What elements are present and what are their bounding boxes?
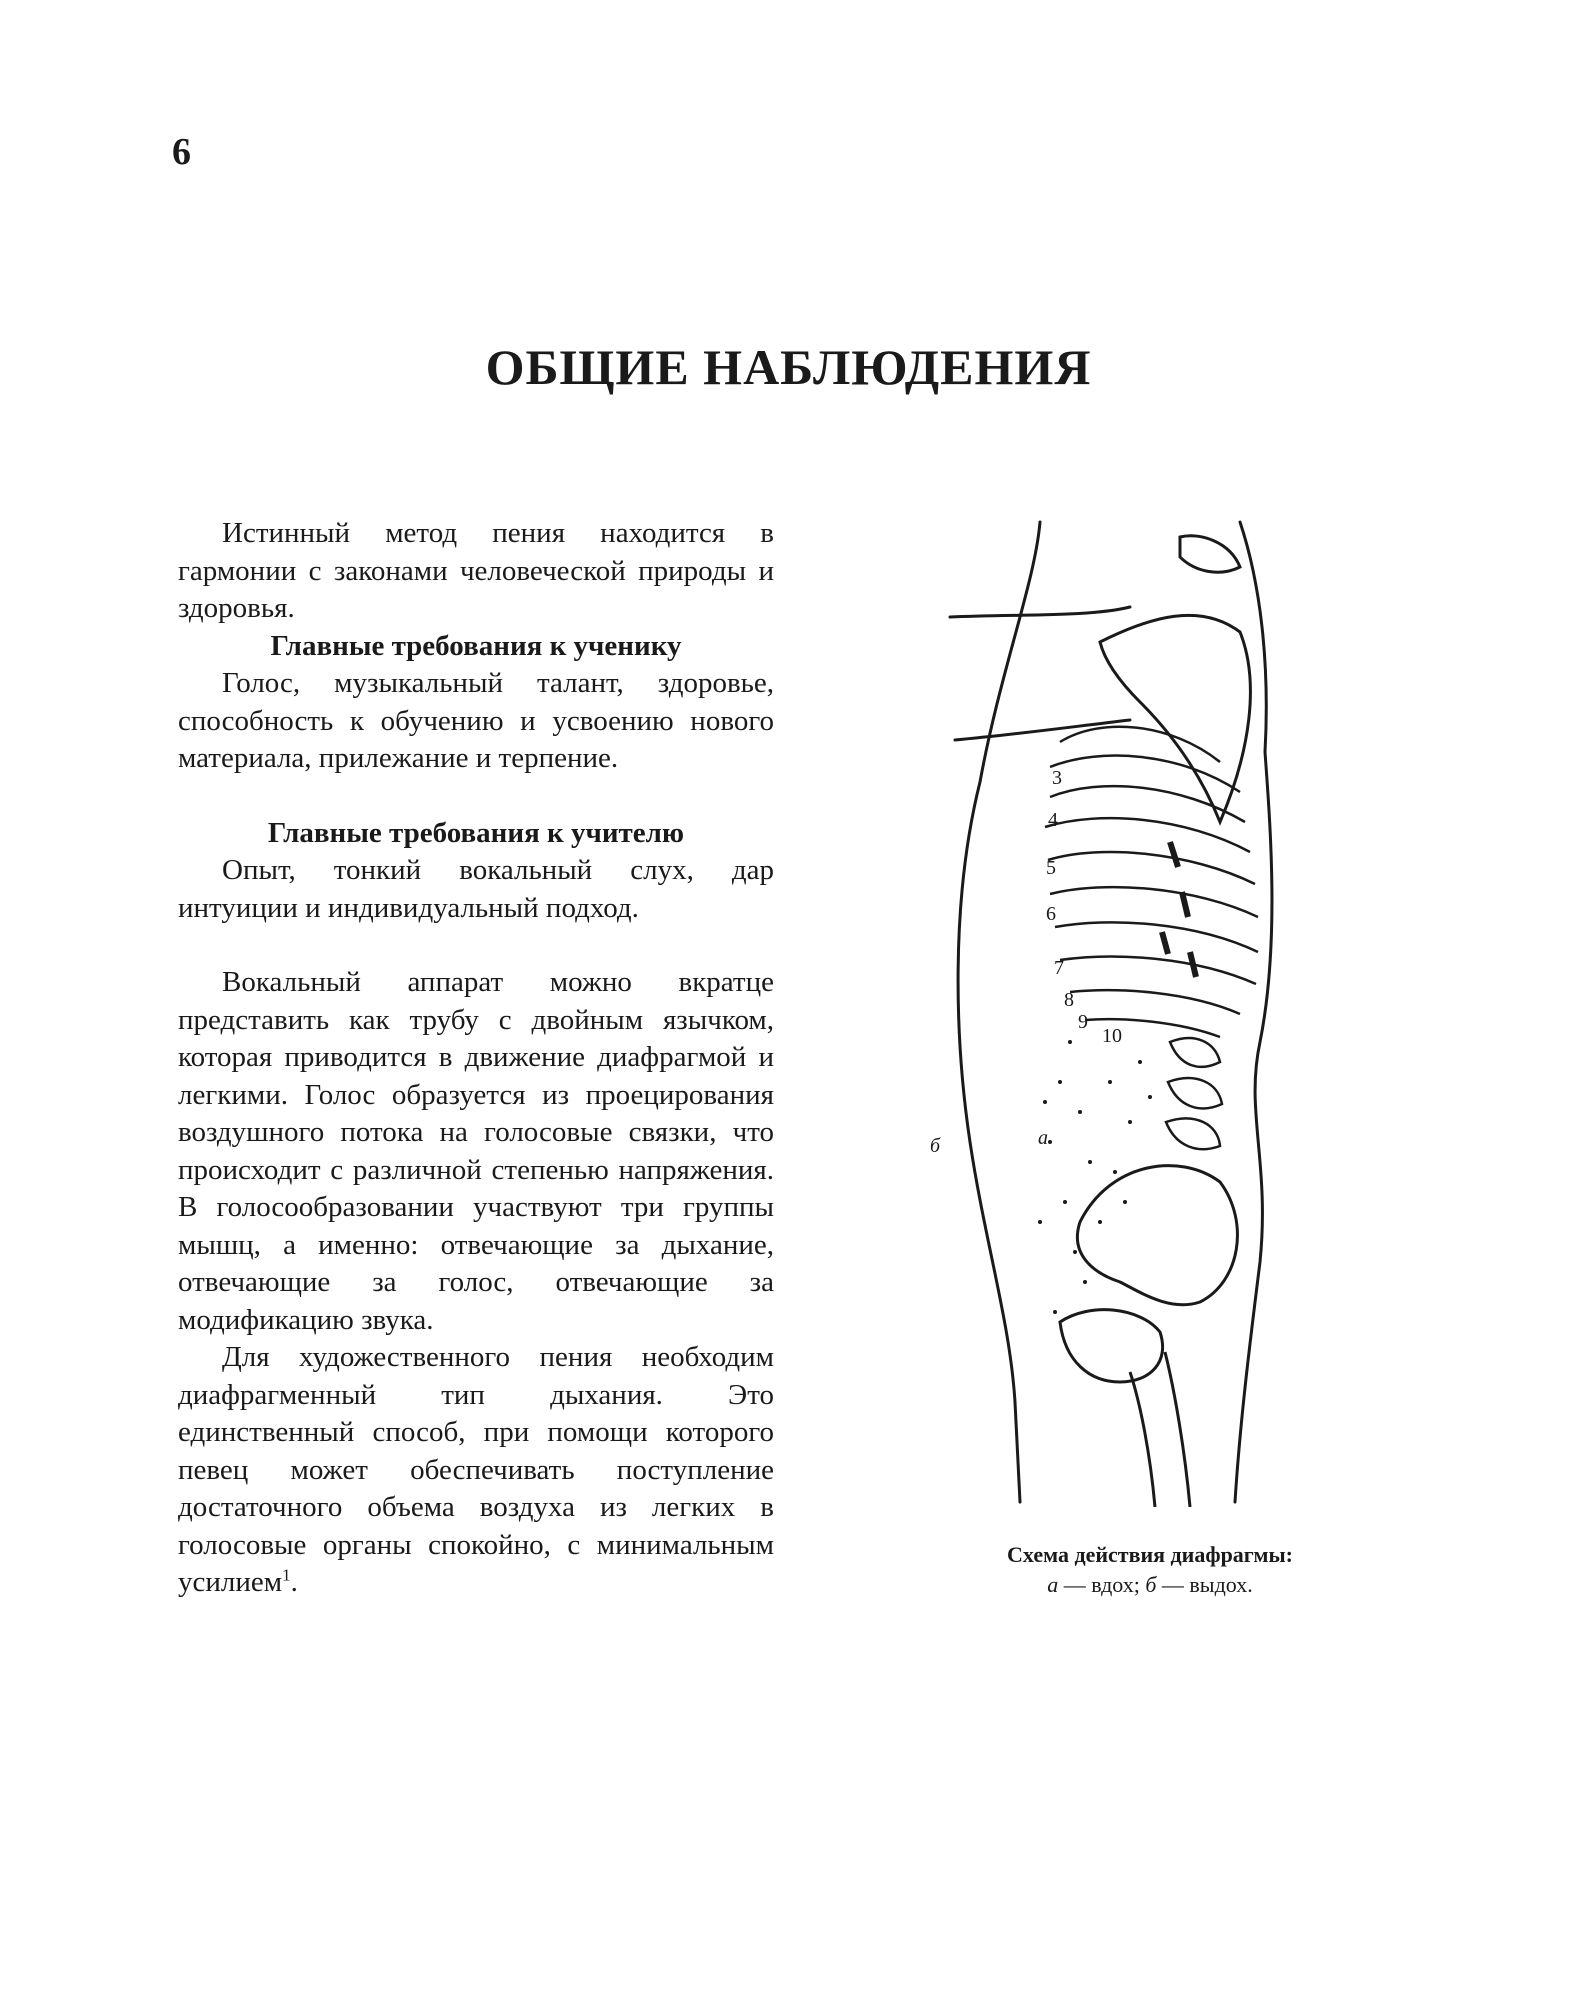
student-requirements-paragraph: Голос, музыкальный талант, здоровье, способность к обучению и усвоению нового материала, прилежание и терпение. <box>178 667 774 774</box>
breathing-end: . <box>290 1566 298 1598</box>
abdomen-stipple-part <box>1138 1060 1142 1064</box>
abdomen-stipple-part <box>1078 1110 1082 1114</box>
caption-text-b: — выдох. <box>1156 1572 1253 1597</box>
rib-number: 8 <box>1064 989 1074 1011</box>
chapter-title: ОБЩИЕ НАБЛЮДЕНИЯ <box>485 339 1092 395</box>
breathing-paragraph <box>178 1339 774 1602</box>
caption-letter-b: б <box>1145 1572 1157 1597</box>
figure-label-b: б <box>930 1135 941 1157</box>
femur <box>1130 1352 1190 1507</box>
abdomen-stipple-part <box>1058 1080 1062 1084</box>
diaphragm-marks-part <box>1170 842 1178 867</box>
body-outline-back <box>1235 522 1272 1502</box>
student-requirements-heading: Главные требования к ученику <box>270 629 682 662</box>
abdomen-stipple-part <box>1148 1095 1152 1099</box>
figure-caption <box>900 1540 1400 1600</box>
abdomen-stipple <box>1038 1040 1152 1314</box>
caption-letter-a: а <box>1047 1572 1059 1597</box>
scapula <box>1100 615 1250 822</box>
rib <box>1050 887 1258 917</box>
femur-part <box>1165 1352 1190 1507</box>
abdomen-stipple-part <box>1098 1220 1102 1224</box>
rib-number: 3 <box>1052 767 1062 789</box>
figure-label-a: а <box>1038 1127 1048 1149</box>
teacher-requirements-paragraph: Опыт, тонкий вокальный слух, дар интуиции и индивидуальный подход. <box>178 854 774 924</box>
spine-part <box>1168 1078 1222 1108</box>
spacer <box>178 927 774 964</box>
arm-lower-line <box>955 720 1130 740</box>
rib <box>1055 922 1258 952</box>
abdomen-stipple-part <box>1108 1080 1112 1084</box>
diaphragm-illustration <box>930 522 1340 1522</box>
abdomen-stipple-part <box>1073 1250 1077 1254</box>
abdomen-stipple-part <box>1048 1140 1052 1144</box>
page-number: 6 <box>172 131 191 173</box>
rib <box>1050 756 1240 792</box>
abdomen-stipple-part <box>1088 1160 1092 1164</box>
teacher-requirements-heading: Главные требования к учителю <box>267 816 685 849</box>
diaphragm-marks-part <box>1162 932 1168 954</box>
femur-part <box>1130 1372 1155 1507</box>
body-outline-front <box>958 522 1040 1502</box>
diaphragm-marks-part <box>1182 892 1188 917</box>
rib-cage <box>1045 727 1258 1037</box>
spine-top <box>1180 536 1240 572</box>
rib <box>1050 786 1245 822</box>
abdomen-stipple-part <box>1123 1200 1127 1204</box>
caption-legend <box>900 1570 1400 1600</box>
caption-title: Схема действия диафрагмы: <box>1007 1542 1293 1567</box>
abdomen-stipple-part <box>1128 1120 1132 1124</box>
pelvis-part <box>1077 1166 1237 1305</box>
intro-paragraph: Истинный метод пения находится в гармонии с законами человеческой природы и здоровья. <box>178 517 774 624</box>
pelvis <box>1060 1166 1237 1382</box>
abdomen-stipple-part <box>1053 1310 1057 1314</box>
breathing-text: Для художественного пения необходим диафрагменный тип дыхания. Это единственный способ, при помощи которого певец может обеспечивать поступление достаточного объема воздуха из легких в голосовые органы спокойно, с минимальным усилием <box>178 1341 774 1598</box>
spacer <box>178 778 774 815</box>
footnote-marker: 1 <box>282 1565 291 1585</box>
spine-part <box>1166 1118 1220 1149</box>
rib-number: 7 <box>1054 957 1064 979</box>
caption-text-a: — вдох; <box>1058 1572 1146 1597</box>
rib-number: 10 <box>1102 1025 1122 1047</box>
anatomy-drawing <box>930 522 1340 1522</box>
rib-number: 5 <box>1046 857 1056 879</box>
abdomen-stipple-part <box>1068 1040 1072 1044</box>
rib-number: 6 <box>1046 903 1056 925</box>
rib <box>1048 852 1255 884</box>
abdomen-stipple-part <box>1038 1220 1042 1224</box>
rib-number: 4 <box>1048 809 1058 831</box>
rib-number: 9 <box>1078 1011 1088 1033</box>
abdomen-stipple-part <box>1083 1280 1087 1284</box>
rib <box>1070 990 1240 1014</box>
vocal-apparatus-paragraph: Вокальный аппарат можно вкратце представить как трубу с двойным язычком, которая приводится в движение диафрагмой и легкими. Голос образуется из проецирования воздушного потока на голосовые связки, что происходит с различной степенью напряжения. В голосообразовании участвуют три группы мышц, а именно: отвечающие за дыхание, отвечающие за голос, отвечающие за модификацию звука. <box>178 966 774 1336</box>
diaphragm-marks-part <box>1190 952 1196 977</box>
abdomen-stipple-part <box>1043 1100 1047 1104</box>
abdomen-stipple-part <box>1113 1170 1117 1174</box>
spine <box>1166 1038 1222 1149</box>
pelvis-part <box>1060 1310 1163 1382</box>
arm-upper-line <box>950 607 1130 617</box>
body-text-column <box>178 515 774 1602</box>
abdomen-stipple-part <box>1063 1200 1067 1204</box>
spine-part <box>1170 1038 1220 1067</box>
rib <box>1060 957 1256 984</box>
